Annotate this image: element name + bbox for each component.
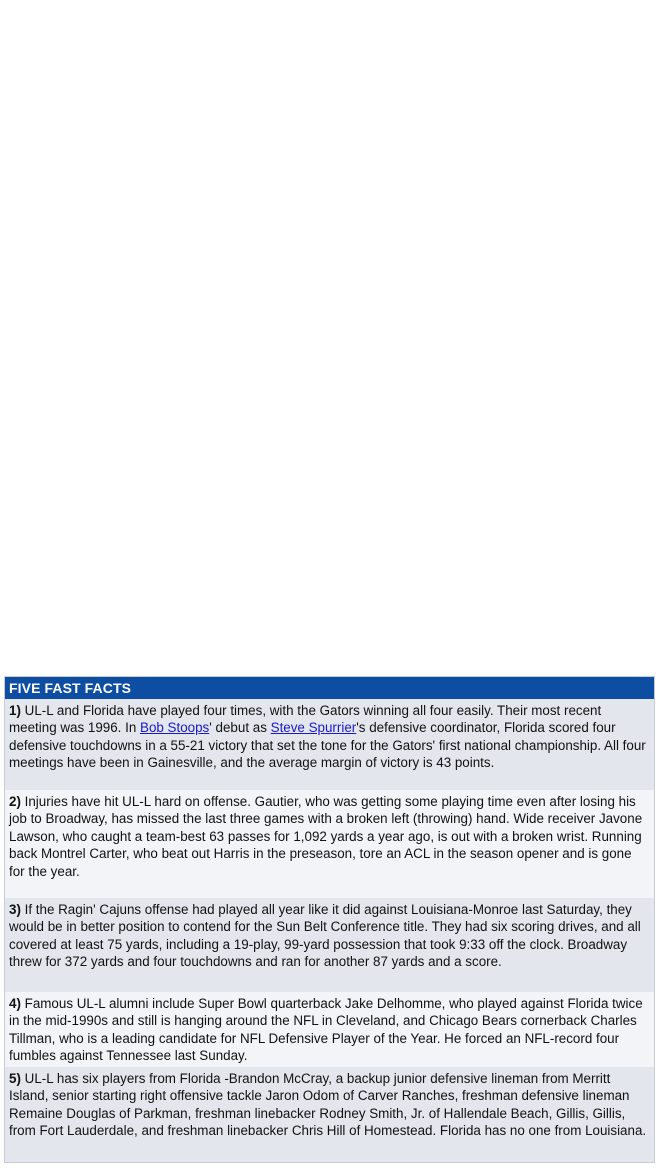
fact-item-3: [5, 898, 654, 992]
fact-item-1: [5, 699, 654, 790]
fact-number: 5): [9, 1071, 21, 1086]
fact-item-2: [5, 790, 654, 898]
fact-item-5: [5, 1067, 654, 1162]
fact-text: UL-L has six players from Florida -Brandon McCray, a backup junior defensive lineman from Merritt Island, senior starting right offensive tackle Jaron Odom of Carver Ranches, freshman defensive lineman Remaine Douglas of Parkman, freshman linebacker Rodney Smith, Jr. of Hallendale Beach, Gillis, Gillis, from Fort Lauderdale, and freshman linebacker Chris Hill of Homestead. Florida has no one from Louisiana.: [9, 1071, 647, 1139]
bob-stoops-link[interactable]: Bob Stoops: [140, 720, 210, 736]
steve-spurrier-link[interactable]: Steve Spurrier: [270, 720, 357, 736]
fact-number: 4): [9, 996, 21, 1011]
fact-text: Famous UL-L alumni include Super Bowl quarterback Jake Delhomme, who played against Florida twice in the mid-1990s and still is hanging around the NFL in Cleveland, and Chicago Bears cornerback Charles Tillman, who is a leading candidate for NFL Defensive Player of the Year. He forced an NFL-record four fumbles against Tennessee last Sunday.: [9, 996, 643, 1064]
fact-number: 1): [9, 703, 21, 718]
fact-number: 3): [9, 902, 21, 917]
fact-text: If the Ragin' Cajuns offense had played all year like it did against Louisiana-Monroe last Saturday, they would be in better position to contend for the Sun Belt Conference title. They had six scoring drives, and all covered at least 75 yards, including a 19-play, 99-yard possession that took 9:33 off the clock. Broadway threw for 372 yards and four touchdowns and ran for another 87 yards and a score.: [9, 902, 641, 970]
fact-number: 2): [9, 794, 21, 809]
five-fast-facts-box: [4, 676, 655, 1163]
fact-text: 's defensive coordinator, Florida scored four defensive touchdowns in a 55-21 victory that set the tone for the Gators' first national championship. All four meetings have been in Gainesville, and the average margin of victory is 43 points.: [9, 720, 646, 771]
fact-text: UL-L and Florida have played four times, with the Gators winning all four easily. Their most recent meeting was 1996. In: [9, 703, 602, 736]
fact-text: ' debut as: [209, 720, 271, 736]
fact-item-4: [5, 992, 654, 1067]
fact-text: Injuries have hit UL-L hard on offense. Gautier, who was getting some playing time even after losing his job to Broadway, has missed the last three games with a broken left (throwing) hand. Wide receiver Javone Lawson, who caught a team-best 63 passes for 1,092 yards a year ago, is out with a broken wrist. Running back Montrel Carter, who beat out Harris in the preseason, tore an ACL in the season opener and is gone for the year.: [9, 794, 643, 879]
section-title: FIVE FAST FACTS: [5, 677, 654, 699]
